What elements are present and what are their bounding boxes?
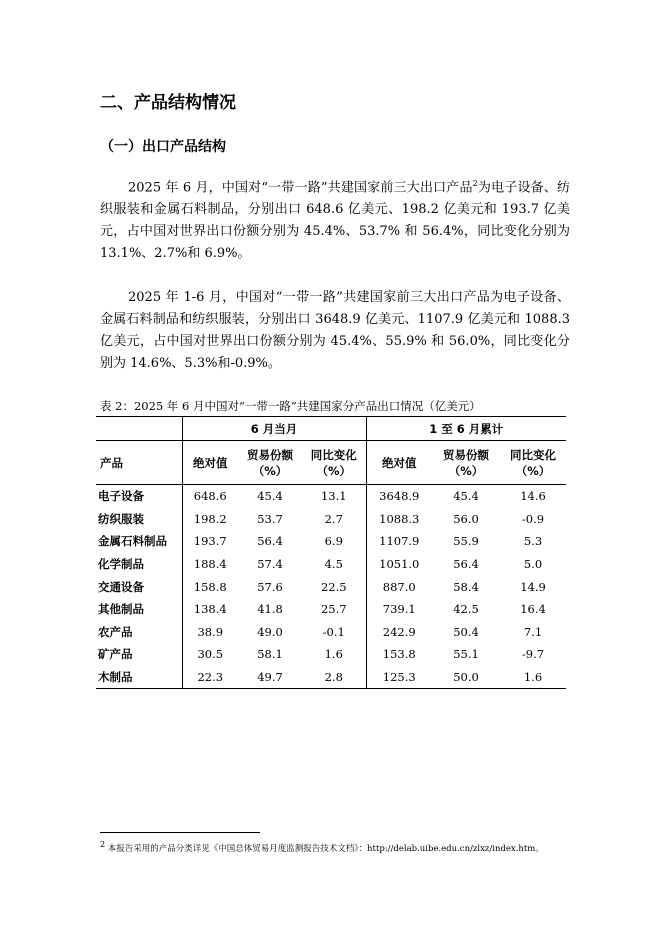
paragraph-june [100,173,570,265]
ytd-share: 56.0 [453,511,479,526]
ytd-abs: 1107.9 [379,534,420,549]
product-name: 交通设备 [96,575,182,598]
ytd-yoy: 5.3 [523,534,543,549]
june-abs: 138.4 [193,602,227,617]
footnote-text[interactable]: 本报告采用的产品分类详见《中国总体贸易月度监测报告技术文档》：http://delab.uibe.edu.cn/zlxz/index.htm。 [107,843,544,854]
paragraph-june-text-b: 为电子设备、纺织服装和金属石料制品，分别出口 648.6 亿美元、198.2 亿美元和 193.7 亿美元，占中国对世界出口份额分别为 45.4%、53.7% 和 56.4%，同比变化分别为 13.1%、2.7%和 6.9%。 [100,180,570,262]
ytd-share: 50.0 [453,670,479,685]
product-name: 电子设备 [96,485,182,508]
col-header-share-ytd-l1: 贸易份额 [443,447,489,462]
june-share: 56.4 [257,534,283,549]
table-caption: 表 2：2025 年 6 月中国对“一带一路”共建国家分产品出口情况（亿美元） [100,399,481,413]
table-row [96,643,566,666]
col-header-share-ytd [432,441,500,485]
table-row [96,666,566,689]
product-name: 金属石料制品 [96,530,182,553]
table-row [96,621,566,644]
ytd-abs: 739.1 [382,602,416,617]
table-row [96,598,566,621]
footnote-divider [100,832,260,833]
col-header-share-ytd-l2: （%） [448,463,484,478]
june-abs: 22.3 [197,670,224,685]
ytd-yoy: 16.4 [520,602,546,617]
june-yoy: 13.1 [302,485,366,508]
col-header-yoy-june-l1: 同比变化 [310,447,357,462]
june-yoy: 2.8 [302,666,366,689]
june-yoy: -0.1 [302,621,366,644]
june-abs: 188.4 [193,557,227,572]
june-abs: 648.6 [193,489,227,504]
product-name: 农产品 [96,621,182,644]
col-header-abs-ytd: 绝对值 [366,441,432,485]
section-heading: 二、产品结构情况 [100,93,236,113]
product-name: 木制品 [96,666,182,689]
june-abs: 198.2 [193,511,227,526]
ytd-abs: 125.3 [382,670,416,685]
ytd-share: 45.4 [453,489,479,504]
ytd-share: 42.5 [453,602,479,617]
footnote [100,840,544,854]
ytd-share: 55.1 [453,647,479,662]
col-header-share-june [238,441,302,485]
june-abs: 38.9 [197,624,224,639]
ytd-yoy: -0.9 [521,511,545,526]
june-yoy: 1.6 [302,643,366,666]
group-header-june: 6 月当月 [182,417,366,441]
june-abs: 193.7 [193,534,227,549]
header-empty-cell [96,417,182,441]
june-share: 49.0 [257,624,283,639]
june-abs: 30.5 [197,647,224,662]
ytd-abs: 1088.3 [379,511,420,526]
ytd-share: 50.4 [453,624,479,639]
col-header-yoy-ytd-l2: （%） [515,463,551,478]
june-yoy: 25.7 [302,598,366,621]
ytd-yoy: 14.9 [520,579,546,594]
ytd-share: 56.4 [453,557,479,572]
product-name: 其他制品 [96,598,182,621]
subsection-heading: （一）出口产品结构 [100,139,226,155]
col-header-share-june-l2: （%） [252,463,288,478]
june-yoy: 22.5 [302,575,366,598]
june-share: 58.1 [257,647,283,662]
ytd-share: 55.9 [453,534,479,549]
june-share: 45.4 [257,489,283,504]
col-header-yoy-june [302,441,366,485]
footnote-ref[interactable]: 2 [472,179,478,188]
ytd-abs: 3648.9 [379,489,420,504]
ytd-yoy: 14.6 [520,489,546,504]
col-header-yoy-ytd [500,441,566,485]
group-header-ytd: 1 至 6 月累计 [366,417,566,441]
paragraph-h1: 2025 年 1-6 月，中国对“一带一路”共建国家前三大出口产品为电子设备、金属石料制品和纺织服装，分别出口 3648.9 亿美元、1107.9 亿美元和 1088.3 亿美元，占中国对世界出口份额分别为 45.4%、55.9% 和 56.0%，同比变化分别为 14.6%、5.3%和-0.9%。 [100,290,570,371]
table-row [96,530,566,553]
june-share: 49.7 [257,670,283,685]
june-share: 57.6 [257,579,283,594]
paragraph-june-text-a: 2025 年 6 月，中国对“一带一路”共建国家前三大出口产品 [128,180,473,196]
ytd-yoy: 5.0 [523,557,543,572]
col-header-share-june-l1: 贸易份额 [247,447,293,462]
june-yoy: 6.9 [302,530,366,553]
june-share: 41.8 [257,602,283,617]
ytd-abs: 1051.0 [379,557,420,572]
col-header-abs-june: 绝对值 [182,441,238,485]
ytd-yoy: -9.7 [521,647,545,662]
ytd-yoy: 1.6 [523,670,543,685]
table-row [96,485,566,508]
june-share: 53.7 [257,511,283,526]
table-row [96,508,566,531]
col-header-yoy-june-l2: （%） [316,463,352,478]
june-yoy: 2.7 [302,508,366,531]
col-header-product: 产品 [96,441,182,485]
export-table [96,416,566,689]
ytd-share: 58.4 [453,579,479,594]
table-row [96,553,566,576]
ytd-abs: 887.0 [382,579,416,594]
product-name: 矿产品 [96,643,182,666]
table-row [96,575,566,598]
june-share: 57.4 [257,557,283,572]
ytd-abs: 242.9 [382,624,416,639]
ytd-abs: 153.8 [382,647,416,662]
footnote-mark: 2 [100,840,106,849]
product-name: 纺织服装 [96,508,182,531]
ytd-yoy: 7.1 [523,624,543,639]
product-name: 化学制品 [96,553,182,576]
june-yoy: 4.5 [302,553,366,576]
col-header-yoy-ytd-l1: 同比变化 [510,447,556,462]
june-abs: 158.8 [193,579,227,594]
